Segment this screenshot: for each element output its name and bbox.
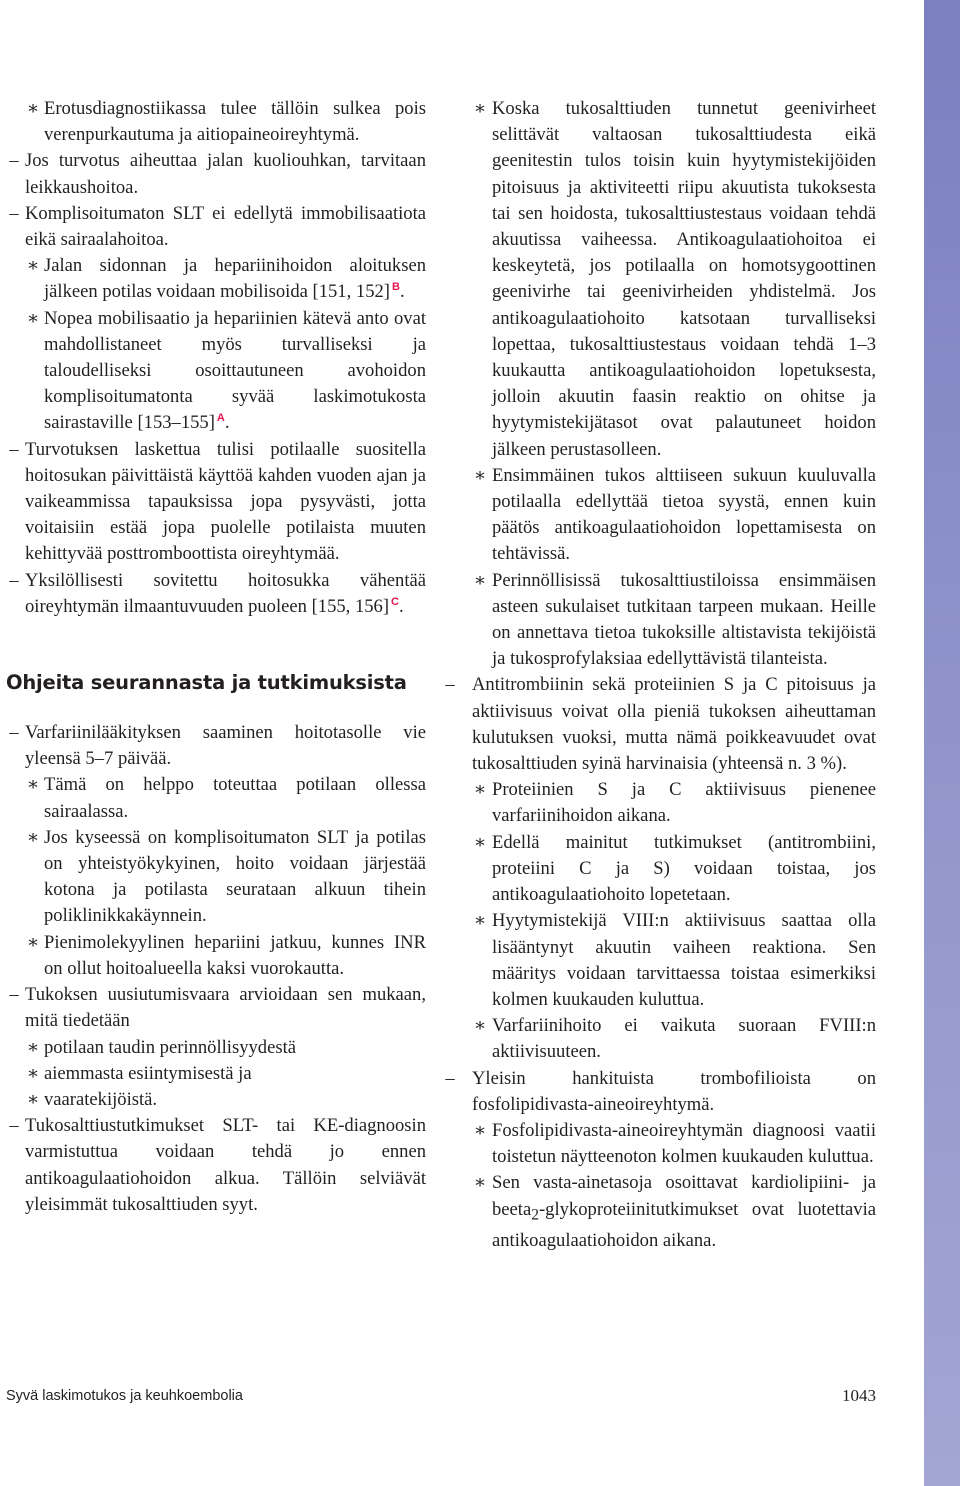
list-item: ∗ potilaan taudin perinnöllisyydestä	[6, 1035, 426, 1061]
evidence-level-ref: B	[391, 281, 400, 294]
right-column	[442, 96, 876, 1255]
subbullet-mark: ∗	[473, 1119, 487, 1141]
list-item: ∗ Sen vasta-ainetasoja osoittavat kardiolipiini- ja beeta$_2$-glykoproteiinitutkimukset ovat luotettavia antikoagulaatiohoidon aikana.	[473, 1172, 876, 1252]
subbullet-mark: ∗	[26, 931, 40, 953]
list-item: – Yleisin hankituista trombofilioista on fosfolipidivasta-aineoireyhtymä.	[442, 1066, 876, 1118]
page-number: 1043	[842, 1386, 876, 1405]
list-item: ∗ Fosfolipidivasta-aineoireyhtymän diagnoosi vaatii toistetun näytteenoton kolmen kuukauden kuluttua.	[473, 1119, 876, 1168]
bullet-mark: –	[9, 569, 19, 591]
list-item: ∗ Erotusdiagnostiikassa tulee tällöin sulkea pois verenpurkautuma ja aitiopaineoireyhtymä.	[26, 98, 426, 146]
subbullet-mark: ∗	[473, 831, 487, 853]
list-item: ∗ Ensimmäinen tukos alttiiseen sukuun kuuluvalla potilaalla edellyttää tietoa syystä, ennen kuin päätös antikoagulaatiohoidon lopettamisesta on tehtävissä.	[473, 464, 876, 565]
section-heading: Ohjeita seurannasta ja tutkimuksista	[6, 671, 407, 695]
running-footer-title: Syvä laskimotukos ja keuhkoembolia	[6, 1388, 243, 1404]
list-item: – Yksilöllisesti sovitettu hoitosukka vähentää oireyhtymän ilmaantuvuuden puoleen [155, 156] $^C$.	[6, 568, 426, 620]
list-item: ∗ aiemmasta esiintymisestä ja	[6, 1061, 426, 1087]
list-item: ∗ vaaratekijöistä.	[6, 1087, 426, 1113]
list-item: – Varfariinilääkityksen saaminen hoitotasolle vie yleensä 5–7 päivää.	[6, 720, 426, 772]
list-item: ∗ Tämä on helppo toteuttaa potilaan ollessa sairaalassa.	[26, 774, 426, 822]
bullet-mark: –	[9, 984, 19, 1006]
list-item: – Turvotuksen laskettua tulisi potilaalle suositella hoitosukan päivittäistä käyttöä kahden vuoden ajan ja vaikeammissa tapauksissa jopa pysyvästi, jotta voitaisiin estää jopa puolelle potilaista muuten kehittyvää posttromboottista oireyhtymää.	[6, 437, 426, 568]
list-item: ∗ Perinnöllisissä tukosalttiustiloissa ensimmäisen asteen sukulaiset tutkitaan tarpeen mukaan. Heille on annettava tietoa tukoksille altistavista tekijöistä ja tukosprofylaksiaa edellyttävistä tilanteista.	[473, 569, 876, 670]
subbullet-mark: ∗	[473, 464, 487, 486]
evidence-level-ref: A	[216, 412, 225, 425]
bullet-mark: –	[9, 722, 19, 744]
left-column	[6, 96, 426, 1218]
list-item: ∗ Nopea mobilisaatio ja hepariinien kätevä anto ovat mahdollistaneet myös turvalliseksi ja taloudelliseksi osoittautuneen avohoidon komplisoitumatonta syvää laskimotukosta sairastaville [153–155] $^A$.	[26, 307, 426, 434]
list-item: – Tukosalttiustutkimukset SLT- tai KE-diagnoosin varmistuttua voidaan tehdä jo ennen antikoagulaatiohoidon alkua. Tällöin selviävät yleisimmät tukosalttiuden syyt.	[6, 1113, 426, 1218]
subbullet-mark: ∗	[26, 1088, 40, 1110]
subbullet-mark: ∗	[473, 1015, 487, 1037]
subbullet-mark: ∗	[26, 774, 40, 796]
list-item: ∗ Varfariinihoito ei vaikuta suoraan FVIII:n aktiivisuuteen.	[473, 1015, 876, 1063]
subscript: 2	[531, 1206, 539, 1224]
decorative-side-bar	[924, 0, 960, 1486]
bullet-mark: –	[9, 438, 19, 460]
list-item: – Antitrombiinin sekä proteiinien S ja C pitoisuus ja aktiivisuus voivat olla pieniä tukoksen aiheuttaman kulutuksen vuoksi, mutta nämä poikkeavuudet ovat tukosalttiuden syinä harvinaisia (yhteensä n. 3 %).	[442, 672, 876, 777]
list-item: ∗ Proteiinien S ja C aktiivisuus pienenee varfariinihoidon aikana.	[473, 779, 876, 827]
list-item: – Jos turvotus aiheuttaa jalan kuoliouhkan, tarvitaan leikkaushoitoa.	[6, 148, 426, 200]
list-item: – Tukoksen uusiutumisvaara arvioidaan sen mukaan, mitä tiedetään	[6, 982, 426, 1034]
subbullet-mark: ∗	[26, 307, 40, 329]
subbullet-mark: ∗	[473, 569, 487, 591]
subbullet-mark: ∗	[26, 1036, 40, 1058]
subbullet-mark: ∗	[26, 98, 40, 119]
list-item: – Komplisoitumaton SLT ei edellytä immobilisaatiota eikä sairaalahoitoa.	[6, 201, 426, 253]
bullet-mark: –	[9, 1115, 19, 1137]
subbullet-mark: ∗	[26, 826, 40, 848]
list-item: ∗ Jalan sidonnan ja hepariinihoidon aloituksen jälkeen potilas voidaan mobilisoida [151, 152] $^B$.	[26, 255, 426, 303]
bullet-mark: –	[445, 1067, 455, 1089]
list-item: ∗ Koska tukosalttiuden tunnetut geenivirheet selittävät valtaosan tukosalttiudesta eikä geenitestin tulos toisin kuin hyytymistekijöiden pitoisuus ja aktiviteetti riipu akuutista tukoksesta tai sen hoidosta, tukosalttiustestaus voidaan tehdä akuutissa vaiheessa. Antikoagulaatiohoitoa ei keskeytetä, jos potilaalla on homotsygoottinen geenivirhe tai geenivirheiden yhdistelmä. Jos antikoagulaatiohoito katsotaan turvalliseksi lopettaa, tukosalttiustestaus voidaan tehdä 1–3 kuukautta antikoagulaatiohoidon lopetuksesta, jolloin akuutin faasin reaktio on ohitse ja hyytymistekijätasot ovat palautuneet hoidon jälkeen perustasolleen.	[473, 98, 876, 460]
bullet-mark: –	[9, 150, 19, 172]
subbullet-mark: ∗	[26, 255, 40, 277]
evidence-level-ref: C	[391, 595, 399, 608]
subbullet-mark: ∗	[473, 1172, 487, 1194]
subbullet-mark: ∗	[473, 98, 487, 119]
bullet-mark: –	[9, 202, 19, 224]
subbullet-mark: ∗	[26, 1062, 40, 1084]
subbullet-mark: ∗	[473, 779, 487, 801]
list-item: ∗ Hyytymistekijä VIII:n aktiivisuus saattaa olla lisääntynyt akuutin vaiheen reaktiona. Sen määritys voidaan tarvittaessa toistaa esimerkiksi kolmen kuukauden kuluttua.	[473, 910, 876, 1010]
list-item: ∗ Edellä mainitut tutkimukset (antitrombiini, proteiini C ja S) voidaan toistaa, jos antikoagulaatiohoito lopetetaan.	[473, 831, 876, 906]
list-item: ∗ Pienimolekyylinen hepariini jatkuu, kunnes INR on ollut hoitoalueella kaksi vuorokautta.	[26, 931, 426, 979]
bullet-mark: –	[445, 674, 455, 696]
list-item: ∗ Jos kyseessä on komplisoitumaton SLT ja potilas on yhteistyökykyinen, hoito voidaan järjestää kotona ja potilasta seurataan alkuun tihein poliklinikkakäynnein.	[26, 826, 426, 927]
subbullet-mark: ∗	[473, 910, 487, 932]
